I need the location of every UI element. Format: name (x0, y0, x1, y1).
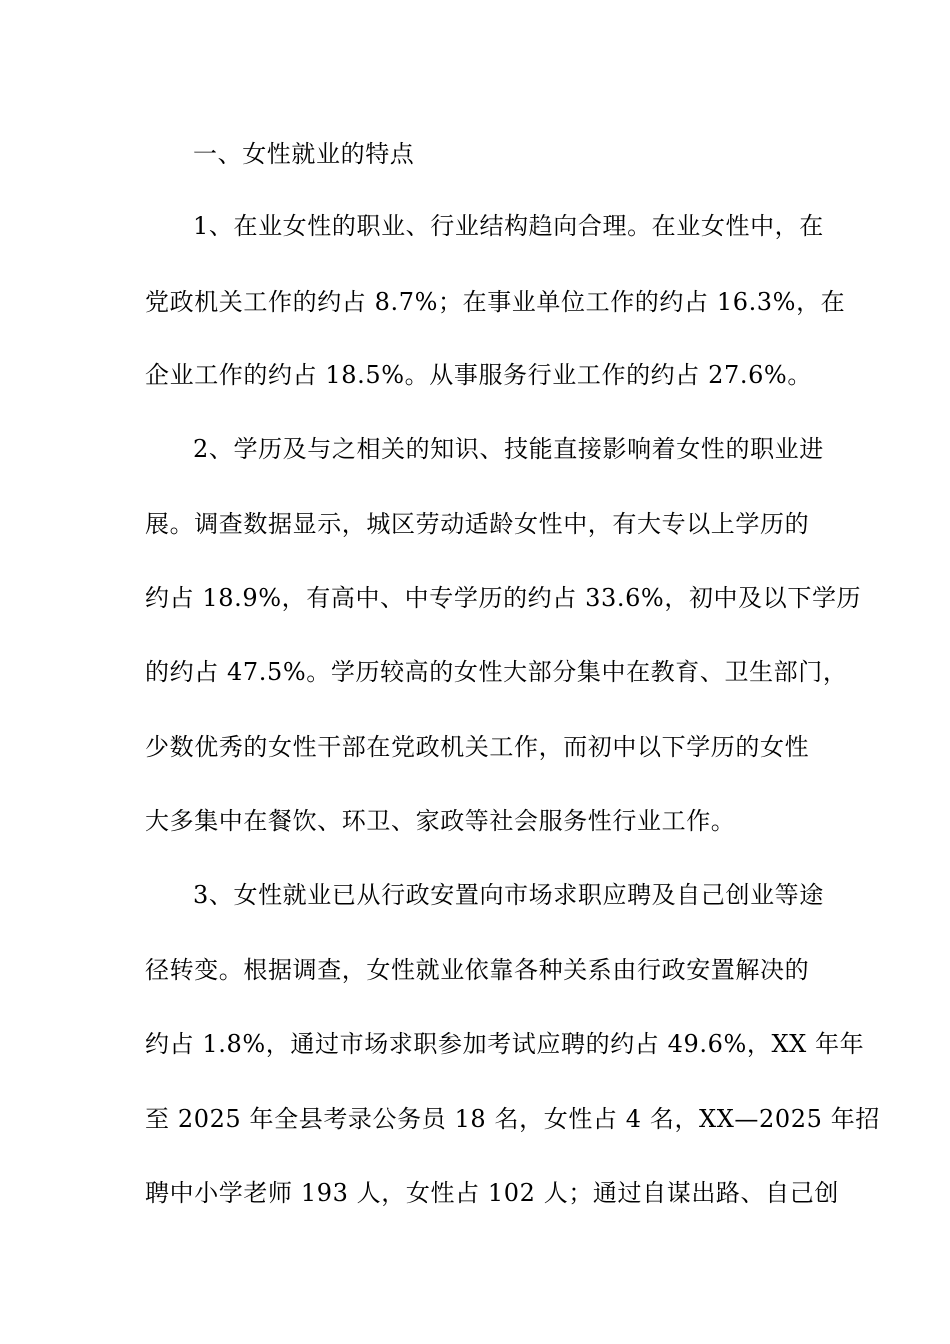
paragraph-2-line-5: 少数优秀的女性干部在党政机关工作，而初中以下学历的女性 (145, 733, 810, 761)
paragraph-2-line-4: 的约占 47.5%。学历较高的女性大部分集中在教育、卫生部门， (145, 658, 848, 686)
paragraph-2-line-3: 约占 18.9%，有高中、中专学历的约占 33.6%，初中及以下学历 (145, 584, 862, 612)
paragraph-3-line-1: 3、女性就业已从行政安置向市场求职应聘及自己创业等途 (193, 881, 824, 909)
paragraph-1-line-3: 企业工作的约占 18.5%。从事服务行业工作的约占 27.6%。 (145, 361, 812, 389)
paragraph-3-line-4: 至 2025 年全县考录公务员 18 名，女性占 4 名，XX—2025 年招 (145, 1105, 880, 1133)
paragraph-1-line-1: 1、在业女性的职业、行业结构趋向合理。在业女性中，在 (193, 212, 824, 240)
paragraph-1-line-2: 党政机关工作的约占 8.7%；在事业单位工作的约占 16.3%，在 (145, 288, 846, 316)
paragraph-3-line-3: 约占 1.8%，通过市场求职参加考试应聘的约占 49.6%，XX 年年 (145, 1030, 865, 1058)
paragraph-3-line-2: 径转变。根据调查，女性就业依靠各种关系由行政安置解决的 (145, 956, 810, 984)
paragraph-2-line-1: 2、学历及与之相关的知识、技能直接影响着女性的职业进 (193, 435, 824, 463)
paragraph-2-line-6: 大多集中在餐饮、环卫、家政等社会服务性行业工作。 (145, 807, 736, 835)
section-heading: 一、女性就业的特点 (193, 140, 415, 168)
paragraph-2-line-2: 展。调查数据显示，城区劳动适龄女性中，有大专以上学历的 (145, 510, 810, 538)
paragraph-3-line-5: 聘中小学老师 193 人，女性占 102 人；通过自谋出路、自己创 (145, 1179, 839, 1207)
